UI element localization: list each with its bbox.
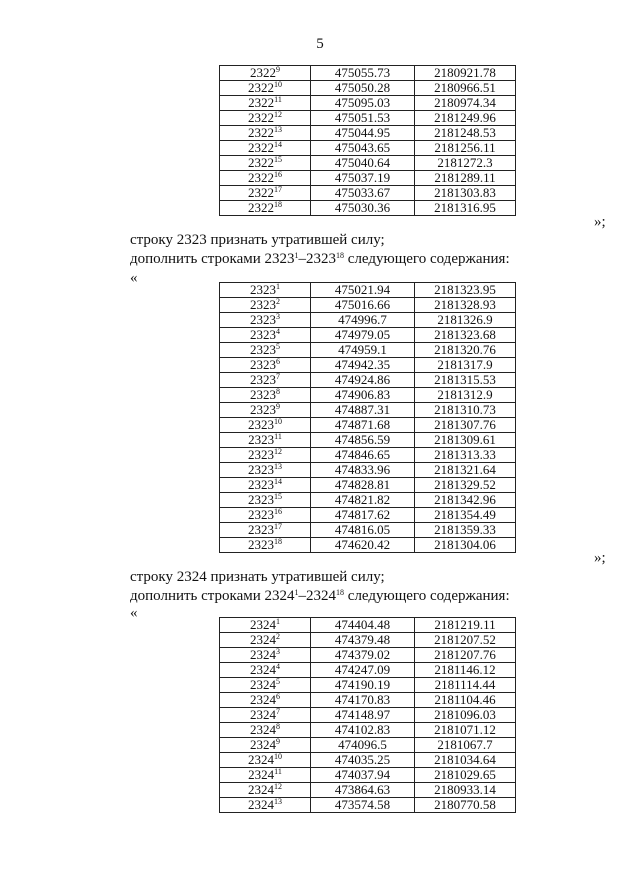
x-coordinate-cell: 475043.65 [311,141,415,156]
instruction-line-remove-2324: строку 2324 признать утратившей силу; [130,569,385,585]
table-row [220,433,516,448]
point-id-base: 2323 [250,387,276,402]
table-row [220,171,516,186]
x-coordinate-cell: 474102.83 [311,723,415,738]
point-id-index: 16 [274,170,282,179]
point-id-cell [220,328,311,343]
point-id-index: 11 [274,767,282,776]
instruction-text: дополнить строками 2323 [130,251,295,267]
x-coordinate-cell: 475051.53 [311,111,415,126]
table-row [220,418,516,433]
table-row [220,648,516,663]
x-coordinate-cell: 474833.96 [311,463,415,478]
y-coordinate-cell: 2181272.3 [415,156,516,171]
point-id-cell [220,156,311,171]
x-coordinate-cell: 475033.67 [311,186,415,201]
y-coordinate-cell: 2180770.58 [415,798,516,813]
y-coordinate-cell: 2180966.51 [415,81,516,96]
point-id-base: 2323 [250,342,276,357]
table-row [220,523,516,538]
point-id-cell [220,783,311,798]
table-row [220,493,516,508]
x-coordinate-cell: 474035.25 [311,753,415,768]
table-row [220,283,516,298]
y-coordinate-cell: 2181342.96 [415,493,516,508]
point-id-index: 9 [276,402,280,411]
point-id-cell [220,418,311,433]
y-coordinate-cell: 2181029.65 [415,768,516,783]
coordinates-table-2322 [219,65,516,216]
point-id-base: 2324 [248,797,274,812]
opening-quote: « [130,605,138,621]
table-row [220,783,516,798]
y-coordinate-cell: 2181307.76 [415,418,516,433]
table-row [220,508,516,523]
point-id-index: 15 [274,155,282,164]
point-id-base: 2322 [248,170,274,185]
point-id-cell [220,298,311,313]
coordinates-table-2324 [219,617,516,813]
x-coordinate-cell: 474959.1 [311,343,415,358]
point-id-index: 5 [276,677,280,686]
point-id-index: 10 [274,752,282,761]
point-id-base: 2324 [250,707,276,722]
point-id-base: 2324 [250,632,276,647]
point-id-index: 14 [274,140,282,149]
instruction-text: –2323 [298,251,337,267]
coordinates-table-2323 [219,282,516,553]
point-id-cell [220,141,311,156]
y-coordinate-cell: 2181256.11 [415,141,516,156]
point-id-cell [220,798,311,813]
x-coordinate-cell: 474996.7 [311,313,415,328]
y-coordinate-cell: 2180974.34 [415,96,516,111]
point-id-base: 2324 [250,617,276,632]
table-row [220,538,516,553]
x-coordinate-cell: 475040.64 [311,156,415,171]
y-coordinate-cell: 2181316.95 [415,201,516,216]
point-id-cell [220,768,311,783]
point-id-index: 4 [276,327,280,336]
point-id-cell [220,708,311,723]
point-id-cell [220,388,311,403]
x-coordinate-cell: 474924.86 [311,373,415,388]
point-id-cell [220,403,311,418]
x-coordinate-cell: 475095.03 [311,96,415,111]
x-coordinate-cell: 473864.63 [311,783,415,798]
point-id-cell [220,283,311,298]
table-row [220,388,516,403]
point-id-index: 7 [276,707,280,716]
point-id-index: 10 [274,80,282,89]
point-id-base: 2323 [248,462,274,477]
point-id-cell [220,66,311,81]
point-id-index: 18 [274,200,282,209]
x-coordinate-cell: 473574.58 [311,798,415,813]
point-id-base: 2323 [248,507,274,522]
point-id-index: 15 [274,492,282,501]
table-row [220,373,516,388]
point-id-base: 2323 [250,372,276,387]
point-id-base: 2322 [250,65,276,80]
point-id-base: 2324 [250,677,276,692]
point-id-index: 17 [274,185,282,194]
y-coordinate-cell: 2181303.83 [415,186,516,201]
point-id-index: 5 [276,342,280,351]
opening-quote: « [130,270,138,286]
point-id-base: 2323 [250,312,276,327]
point-id-base: 2323 [248,432,275,447]
point-id-index: 14 [274,477,282,486]
point-id-cell [220,81,311,96]
point-id-base: 2323 [248,417,274,432]
point-id-index: 7 [276,372,280,381]
table-row [220,201,516,216]
instruction-text: –2324 [298,588,337,604]
point-id-index: 11 [274,95,282,104]
instruction-text: следующего содержания: [344,251,510,267]
table-row [220,768,516,783]
instruction-line-add-2323 [130,251,510,268]
point-id-index: 9 [276,65,280,74]
point-id-base: 2322 [248,140,274,155]
table-row [220,708,516,723]
y-coordinate-cell: 2181104.46 [415,693,516,708]
table-row [220,343,516,358]
y-coordinate-cell: 2181096.03 [415,708,516,723]
table-row [220,463,516,478]
x-coordinate-cell: 474828.81 [311,478,415,493]
table-row [220,186,516,201]
table-row [220,723,516,738]
table-row [220,798,516,813]
point-id-index: 8 [276,722,280,731]
point-id-cell [220,201,311,216]
y-coordinate-cell: 2181329.52 [415,478,516,493]
y-coordinate-cell: 2181248.53 [415,126,516,141]
x-coordinate-cell: 474148.97 [311,708,415,723]
point-id-base: 2324 [250,722,276,737]
superscript: 18 [336,588,345,597]
instruction-line-add-2324 [130,588,510,605]
x-coordinate-cell: 474821.82 [311,493,415,508]
y-coordinate-cell: 2181146.12 [415,663,516,678]
point-id-cell [220,523,311,538]
point-id-index: 1 [276,617,280,626]
point-id-cell [220,538,311,553]
point-id-base: 2323 [250,357,276,372]
x-coordinate-cell: 474096.5 [311,738,415,753]
superscript: 18 [336,251,345,260]
y-coordinate-cell: 2180921.78 [415,66,516,81]
y-coordinate-cell: 2181328.93 [415,298,516,313]
point-id-index: 3 [276,647,280,656]
point-id-cell [220,663,311,678]
closing-quote: »; [594,214,606,230]
table-row [220,618,516,633]
y-coordinate-cell: 2181359.33 [415,523,516,538]
x-coordinate-cell: 474816.05 [311,523,415,538]
point-id-cell [220,358,311,373]
point-id-base: 2323 [250,297,276,312]
y-coordinate-cell: 2181310.73 [415,403,516,418]
table-row [220,81,516,96]
point-id-index: 10 [274,417,282,426]
point-id-index: 4 [276,662,280,671]
y-coordinate-cell: 2181067.7 [415,738,516,753]
superscript: 1 [294,588,299,597]
point-id-index: 12 [274,110,282,119]
closing-quote: »; [594,550,606,566]
table-row [220,126,516,141]
point-id-index: 8 [276,387,280,396]
table-row [220,633,516,648]
point-id-index: 12 [274,782,282,791]
table-row [220,298,516,313]
point-id-base: 2322 [248,110,274,125]
point-id-cell [220,313,311,328]
table-row [220,66,516,81]
point-id-base: 2324 [250,662,276,677]
point-id-cell [220,493,311,508]
table-row [220,96,516,111]
point-id-base: 2324 [250,647,276,662]
point-id-base: 2322 [248,95,275,110]
point-id-index: 6 [276,692,280,701]
point-id-index: 13 [274,462,282,471]
point-id-base: 2323 [248,477,274,492]
x-coordinate-cell: 475050.28 [311,81,415,96]
point-id-base: 2323 [250,327,276,342]
table-row [220,753,516,768]
point-id-index: 13 [274,125,282,134]
table-row [220,313,516,328]
point-id-cell [220,171,311,186]
point-id-index: 9 [276,737,280,746]
point-id-index: 17 [274,522,282,531]
point-id-base: 2324 [250,692,276,707]
instruction-line-remove-2323: строку 2323 признать утратившей силу; [130,232,385,248]
point-id-base: 2324 [248,767,275,782]
x-coordinate-cell: 474846.65 [311,448,415,463]
table-row [220,448,516,463]
point-id-base: 2322 [248,80,274,95]
point-id-index: 6 [276,357,280,366]
table-row [220,403,516,418]
point-id-cell [220,648,311,663]
y-coordinate-cell: 2181323.95 [415,283,516,298]
point-id-cell [220,693,311,708]
y-coordinate-cell: 2181320.76 [415,343,516,358]
y-coordinate-cell: 2181304.06 [415,538,516,553]
point-id-cell [220,433,311,448]
y-coordinate-cell: 2181071.12 [415,723,516,738]
instruction-text: дополнить строками 2324 [130,588,295,604]
point-id-index: 2 [276,297,280,306]
x-coordinate-cell: 474247.09 [311,663,415,678]
point-id-index: 2 [276,632,280,641]
superscript: 1 [294,251,299,260]
point-id-cell [220,448,311,463]
y-coordinate-cell: 2181321.64 [415,463,516,478]
table-row [220,156,516,171]
x-coordinate-cell: 474620.42 [311,538,415,553]
point-id-cell [220,738,311,753]
y-coordinate-cell: 2181354.49 [415,508,516,523]
x-coordinate-cell: 475016.66 [311,298,415,313]
point-id-base: 2323 [248,447,274,462]
point-id-cell [220,111,311,126]
x-coordinate-cell: 474871.68 [311,418,415,433]
table-row [220,738,516,753]
point-id-base: 2323 [250,282,276,297]
point-id-cell [220,463,311,478]
point-id-index: 16 [274,507,282,516]
y-coordinate-cell: 2181289.11 [415,171,516,186]
point-id-cell [220,678,311,693]
y-coordinate-cell: 2181312.9 [415,388,516,403]
x-coordinate-cell: 474942.35 [311,358,415,373]
x-coordinate-cell: 475055.73 [311,66,415,81]
x-coordinate-cell: 474404.48 [311,618,415,633]
table-row [220,478,516,493]
point-id-cell [220,753,311,768]
point-id-cell [220,343,311,358]
x-coordinate-cell: 474817.62 [311,508,415,523]
point-id-cell [220,373,311,388]
y-coordinate-cell: 2181034.64 [415,753,516,768]
point-id-cell [220,508,311,523]
page-number: 5 [316,36,324,52]
point-id-cell [220,126,311,141]
point-id-cell [220,633,311,648]
point-id-index: 11 [274,432,282,441]
x-coordinate-cell: 474170.83 [311,693,415,708]
table-row [220,663,516,678]
x-coordinate-cell: 475030.36 [311,201,415,216]
y-coordinate-cell: 2181323.68 [415,328,516,343]
y-coordinate-cell: 2181219.11 [415,618,516,633]
point-id-cell [220,723,311,738]
point-id-index: 12 [274,447,282,456]
x-coordinate-cell: 474906.83 [311,388,415,403]
x-coordinate-cell: 474979.05 [311,328,415,343]
point-id-base: 2323 [248,522,274,537]
x-coordinate-cell: 475037.19 [311,171,415,186]
x-coordinate-cell: 474190.19 [311,678,415,693]
x-coordinate-cell: 474379.02 [311,648,415,663]
y-coordinate-cell: 2180933.14 [415,783,516,798]
x-coordinate-cell: 474037.94 [311,768,415,783]
point-id-base: 2324 [250,737,276,752]
point-id-cell [220,96,311,111]
table-row [220,678,516,693]
y-coordinate-cell: 2181309.61 [415,433,516,448]
table-row [220,111,516,126]
table-row [220,358,516,373]
x-coordinate-cell: 475021.94 [311,283,415,298]
point-id-cell [220,618,311,633]
point-id-base: 2323 [248,537,274,552]
table-row [220,328,516,343]
y-coordinate-cell: 2181114.44 [415,678,516,693]
point-id-base: 2322 [248,200,274,215]
y-coordinate-cell: 2181313.33 [415,448,516,463]
point-id-base: 2323 [250,402,276,417]
point-id-base: 2323 [248,492,274,507]
y-coordinate-cell: 2181207.52 [415,633,516,648]
y-coordinate-cell: 2181315.53 [415,373,516,388]
y-coordinate-cell: 2181207.76 [415,648,516,663]
point-id-cell [220,478,311,493]
x-coordinate-cell: 474379.48 [311,633,415,648]
point-id-base: 2324 [248,782,274,797]
point-id-index: 3 [276,312,280,321]
point-id-index: 13 [274,797,282,806]
table-row [220,693,516,708]
point-id-index: 18 [274,537,282,546]
point-id-index: 1 [276,282,280,291]
x-coordinate-cell: 474887.31 [311,403,415,418]
y-coordinate-cell: 2181326.9 [415,313,516,328]
y-coordinate-cell: 2181317.9 [415,358,516,373]
point-id-base: 2322 [248,185,274,200]
point-id-base: 2322 [248,125,274,140]
point-id-base: 2322 [248,155,274,170]
point-id-base: 2324 [248,752,274,767]
point-id-cell [220,186,311,201]
table-row [220,141,516,156]
y-coordinate-cell: 2181249.96 [415,111,516,126]
instruction-text: следующего содержания: [344,588,510,604]
x-coordinate-cell: 474856.59 [311,433,415,448]
x-coordinate-cell: 475044.95 [311,126,415,141]
